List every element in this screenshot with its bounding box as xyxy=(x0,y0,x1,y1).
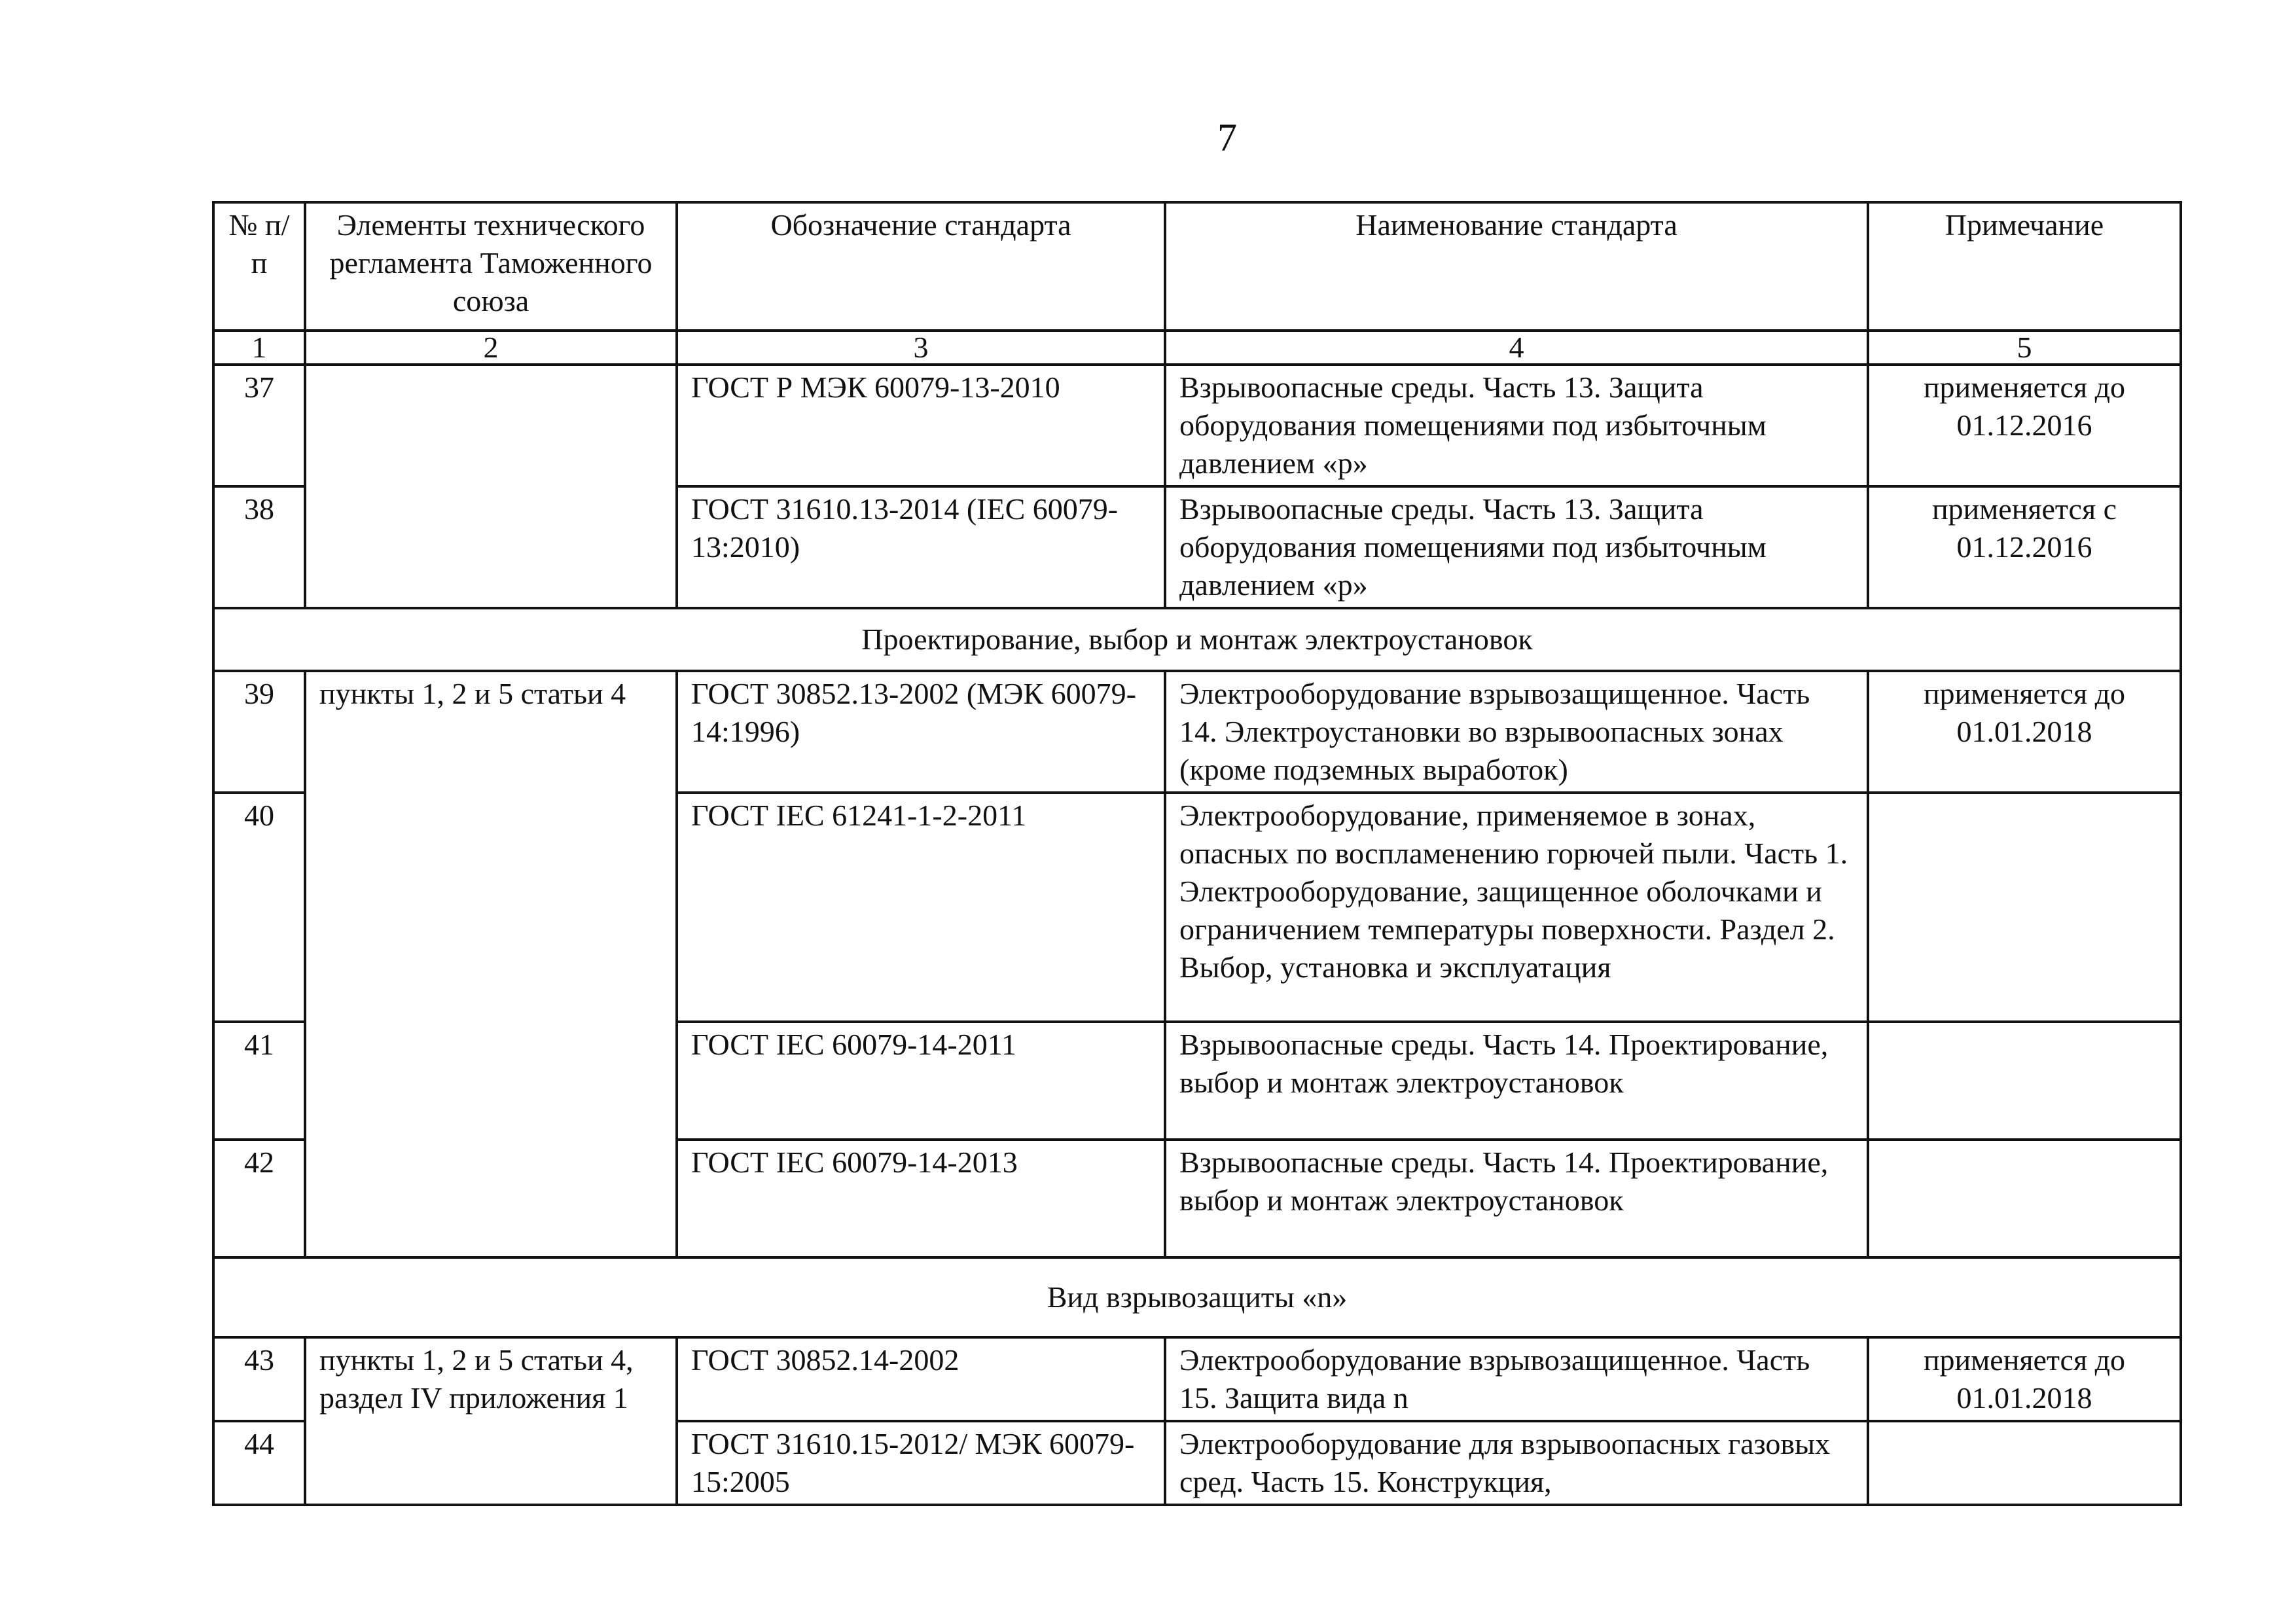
column-number: 1 xyxy=(213,331,305,365)
row-number: 38 xyxy=(213,486,305,608)
row-note xyxy=(1868,1022,2181,1140)
row-name: Взрывоопасные среды. Часть 14. Проектирование, выбор и монтаж электроустановок xyxy=(1165,1022,1868,1140)
row-elements: пункты 1, 2 и 5 статьи 4, раздел IV приложения 1 xyxy=(305,1337,677,1505)
row-designation: ГОСТ IEC 61241-1-2-2011 xyxy=(677,793,1165,1022)
column-number: 2 xyxy=(305,331,677,365)
table-row xyxy=(213,671,2181,793)
row-designation: ГОСТ Р МЭК 60079-13-2010 xyxy=(677,365,1165,486)
row-number: 41 xyxy=(213,1022,305,1140)
row-name: Электрооборудование взрывозащищенное. Часть 14. Электроустановки во взрывоопасных зонах (кроме подземных выработок) xyxy=(1165,671,1868,793)
row-note: применяется с 01.12.2016 xyxy=(1868,486,2181,608)
row-number: 42 xyxy=(213,1140,305,1257)
header-name: Наименование стандарта xyxy=(1165,202,1868,331)
row-number: 40 xyxy=(213,793,305,1022)
header-note: Примечание xyxy=(1868,202,2181,331)
row-name: Электрооборудование для взрывоопасных газовых сред. Часть 15. Конструкция, xyxy=(1165,1421,1868,1505)
row-name: Электрооборудование взрывозащищенное. Часть 15. Защита вида n xyxy=(1165,1337,1868,1421)
row-name: Взрывоопасные среды. Часть 13. Защита оборудования помещениями под избыточным давлением «р» xyxy=(1165,486,1868,608)
table-row xyxy=(213,365,2181,486)
row-designation: ГОСТ IEC 60079-14-2013 xyxy=(677,1140,1165,1257)
section-row xyxy=(213,608,2181,671)
row-note: применяется до 01.01.2018 xyxy=(1868,671,2181,793)
row-note: применяется до 01.01.2018 xyxy=(1868,1337,2181,1421)
row-designation: ГОСТ 31610.13-2014 (IEC 60079-13:2010) xyxy=(677,486,1165,608)
row-designation: ГОСТ 30852.14-2002 xyxy=(677,1337,1165,1421)
table-row xyxy=(213,1337,2181,1421)
row-number: 39 xyxy=(213,671,305,793)
column-number: 5 xyxy=(1868,331,2181,365)
row-number: 44 xyxy=(213,1421,305,1505)
row-note: применяется до 01.12.2016 xyxy=(1868,365,2181,486)
header-elements: Элементы технического регламента Таможенного союза xyxy=(305,202,677,331)
row-designation: ГОСТ 30852.13-2002 (МЭК 60079-14:1996) xyxy=(677,671,1165,793)
section-title: Вид взрывозащиты «n» xyxy=(213,1257,2181,1337)
header-number: № п/п xyxy=(213,202,305,331)
row-note xyxy=(1868,1140,2181,1257)
row-name: Взрывоопасные среды. Часть 13. Защита оборудования помещениями под избыточным давлением «р» xyxy=(1165,365,1868,486)
column-number-row xyxy=(213,331,2181,365)
page-number: 7 xyxy=(1217,116,1237,159)
row-number: 37 xyxy=(213,365,305,486)
row-designation: ГОСТ IEC 60079-14-2011 xyxy=(677,1022,1165,1140)
standards-table xyxy=(212,201,2182,1506)
row-designation: ГОСТ 31610.15-2012/ МЭК 60079-15:2005 xyxy=(677,1421,1165,1505)
row-elements xyxy=(305,365,677,608)
section-row xyxy=(213,1257,2181,1337)
header-designation: Обозначение стандарта xyxy=(677,202,1165,331)
row-note xyxy=(1868,793,2181,1022)
row-name: Взрывоопасные среды. Часть 14. Проектирование, выбор и монтаж электроустановок xyxy=(1165,1140,1868,1257)
row-number: 43 xyxy=(213,1337,305,1421)
column-number: 4 xyxy=(1165,331,1868,365)
table-header-row xyxy=(213,202,2181,331)
row-note xyxy=(1868,1421,2181,1505)
column-number: 3 xyxy=(677,331,1165,365)
row-name: Электрооборудование, применяемое в зонах, опасных по воспламенению горючей пыли. Часть 1. Электрооборудование, защищенное оболочками и ограничением температуры поверхности. Раздел 2. Выбор, установка и эксплуатация xyxy=(1165,793,1868,1022)
row-elements: пункты 1, 2 и 5 статьи 4 xyxy=(305,671,677,1257)
section-title: Проектирование, выбор и монтаж электроустановок xyxy=(213,608,2181,671)
